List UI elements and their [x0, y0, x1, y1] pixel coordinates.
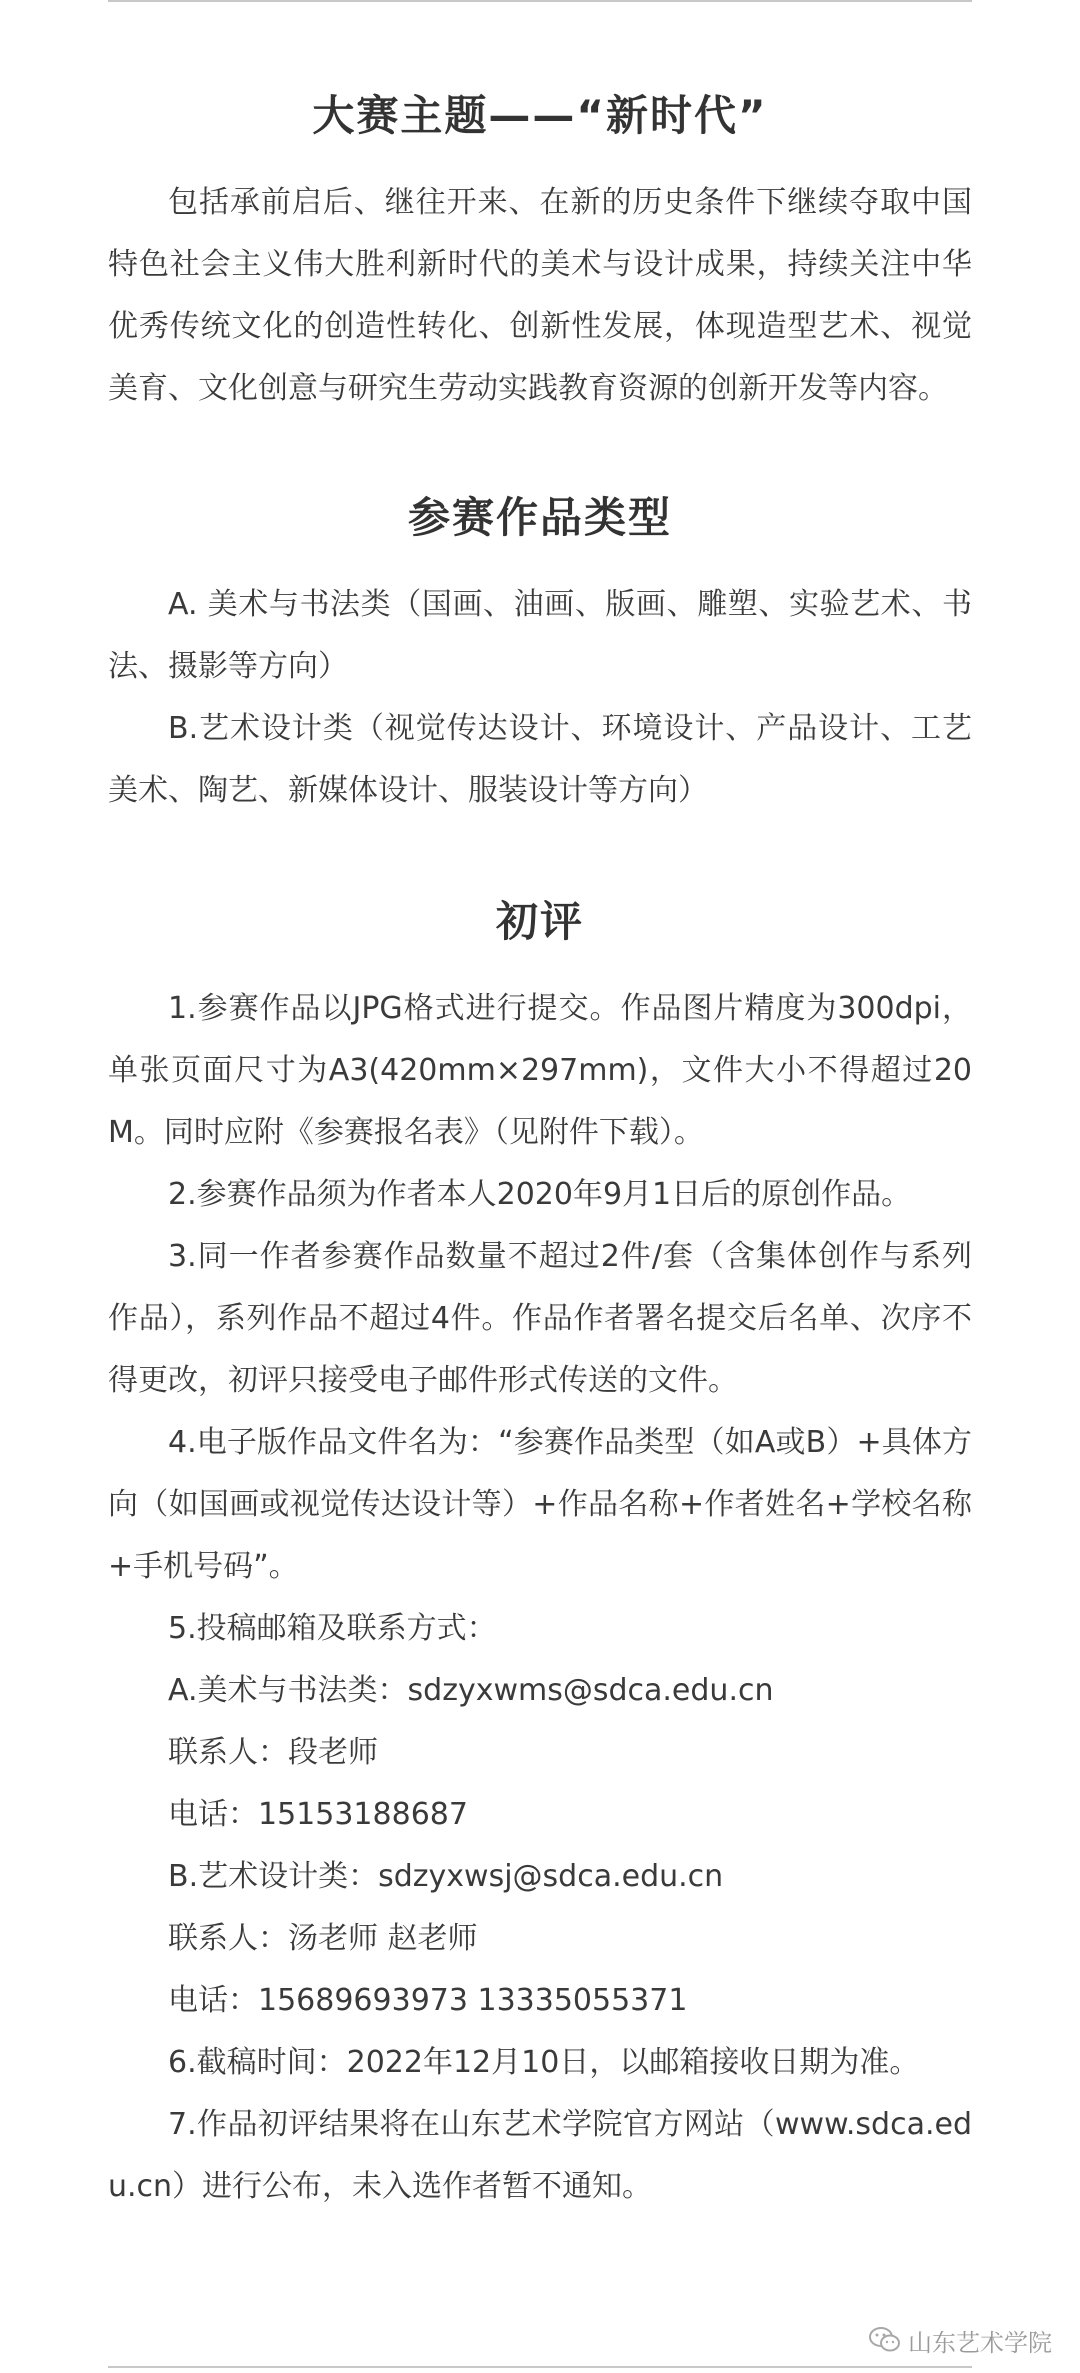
section-title-preliminary: 初评	[495, 897, 584, 946]
section-title-categories: 参赛作品类型	[407, 493, 672, 542]
contact-sj: 联系人：汤老师 赵老师	[168, 1921, 478, 1956]
wechat-icon	[868, 2326, 902, 2354]
paragraph: 1.参赛作品以JPG格式进行提交。作品图片精度为300dpi，单张页面尺寸为A3(420mm×297mm)，文件大小不得超过20M。同时应附《参赛报名表》（见附件下载）。	[108, 991, 972, 1150]
account-name: 山东艺术学院	[908, 2328, 1052, 2357]
phone-ms: 电话：15153188687	[168, 1797, 468, 1832]
paragraph: A. 美术与书法类（国画、油画、版画、雕塑、实验艺术、书法、摄影等方向）	[108, 587, 972, 684]
email-ms: A.美术与书法类：sdzyxwms@sdca.edu.cn	[168, 1673, 774, 1708]
section-body-categories	[108, 574, 972, 822]
paragraph: 3.同一作者参赛作品数量不超过2件/套（含集体创作与系列作品），系列作品不超过4件。作品作者署名提交后名单、次序不得更改，初评只接受电子邮件形式传送的文件。	[108, 1239, 972, 1398]
paragraph: 7.作品初评结果将在山东艺术学院官方网站（www.sdca.edu.cn）进行公布，未入选作者暂不通知。	[108, 2107, 972, 2204]
article-body	[108, 70, 972, 2218]
phone-sj: 电话：15689693973 13335055371	[168, 1983, 688, 2018]
paragraph: 4.电子版作品文件名为：“参赛作品类型（如A或B）+具体方向（如国画或视觉传达设计等）+作品名称+作者姓名+学校名称+手机号码”。	[108, 1425, 972, 1584]
paragraph: 6.截稿时间：2022年12月10日，以邮箱接收日期为准。	[168, 2045, 920, 2080]
section-body-theme	[108, 172, 972, 420]
watermark	[868, 2320, 1052, 2360]
bottom-divider	[108, 2366, 972, 2368]
contact-ms: 联系人：段老师	[168, 1735, 378, 1770]
top-divider	[108, 0, 972, 2]
paragraph: 包括承前启后、继往开来、在新的历史条件下继续夺取中国特色社会主义伟大胜利新时代的美术与设计成果，持续关注中华优秀传统文化的创造性转化、创新性发展，体现造型艺术、视觉美育、文化创意与研究生劳动实践教育资源的创新开发等内容。	[108, 185, 972, 406]
section-body-preliminary	[108, 978, 972, 2218]
section-title-theme: 大赛主题——“新时代”	[312, 91, 768, 140]
paragraph: 2.参赛作品须为作者本人2020年9月1日后的原创作品。	[168, 1177, 912, 1212]
paragraph: 5.投稿邮箱及联系方式：	[168, 1611, 497, 1646]
email-sj: B.艺术设计类：sdzyxwsj@sdca.edu.cn	[168, 1859, 724, 1894]
paragraph: B.艺术设计类（视觉传达设计、环境设计、产品设计、工艺美术、陶艺、新媒体设计、服装设计等方向）	[108, 711, 972, 808]
